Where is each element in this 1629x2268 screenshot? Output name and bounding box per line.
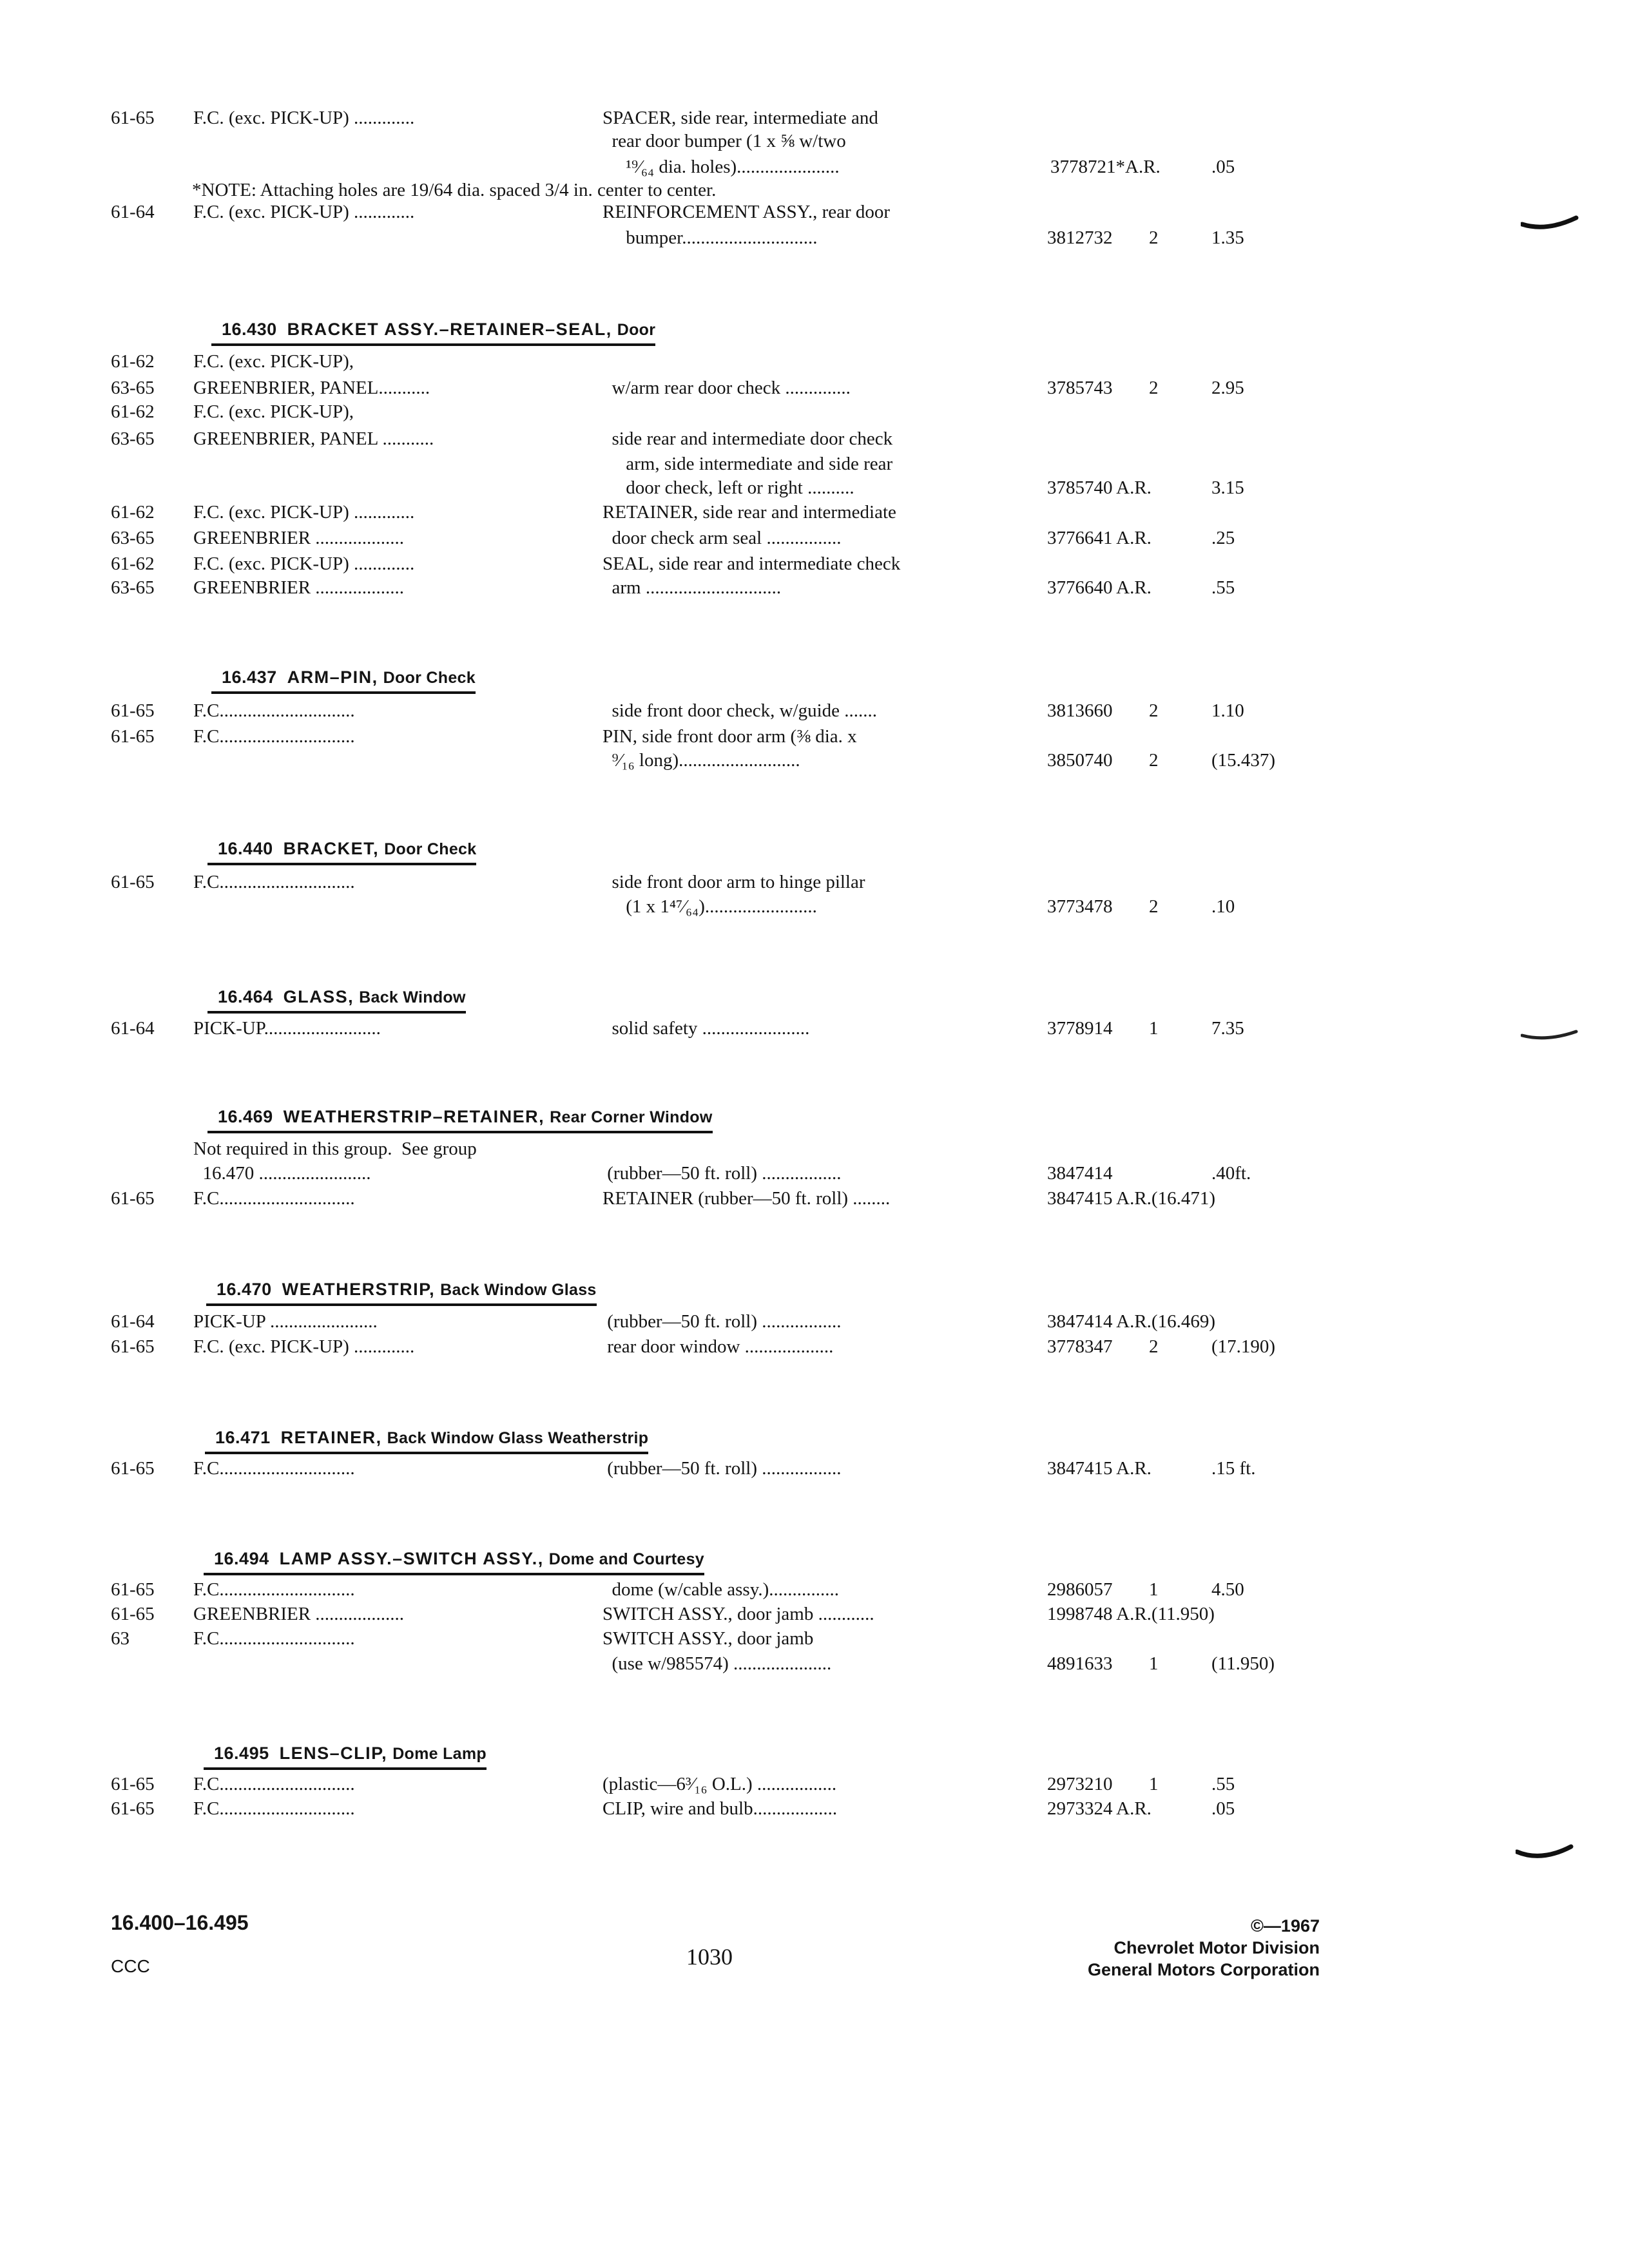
model-year: 63 [111, 1628, 130, 1649]
description: (rubber—50 ft. roll) ................. [602, 1458, 842, 1479]
quantity: 2 [1149, 227, 1159, 248]
section-title: BRACKET ASSY.–RETAINER–SEAL, [287, 320, 612, 339]
description: (use w/985574) ..................... [602, 1653, 832, 1674]
model: GREENBRIER, PANEL ........... [193, 428, 434, 449]
quantity: 1 [1149, 1653, 1159, 1674]
model: F.C. (exc. PICK-UP), [193, 401, 354, 422]
model: GREENBRIER ................... [193, 577, 405, 598]
section-number: 16.494 [214, 1549, 269, 1568]
section-number: 16.495 [214, 1744, 269, 1763]
section-number: 16.471 [215, 1428, 271, 1447]
description: SWITCH ASSY., door jamb ............ [602, 1604, 874, 1624]
part-number: 1998748 A.R.(11.950) [1047, 1604, 1215, 1624]
description: CLIP, wire and bulb.................. [602, 1798, 838, 1819]
model-year: 61-64 [111, 1018, 155, 1039]
model-year: 61-62 [111, 351, 155, 372]
model: F.C............................. [193, 1579, 355, 1600]
model-year: 61-64 [111, 202, 155, 222]
description: SPACER, side rear, intermediate and [602, 108, 878, 128]
model-year: 61-65 [111, 700, 155, 721]
part-number: 3847414 [1047, 1163, 1113, 1184]
description: dome (w/cable assy.)............... [602, 1579, 839, 1600]
price: .40ft. [1211, 1163, 1251, 1184]
description: door check, left or right .......... [602, 477, 854, 498]
section-heading [207, 1084, 713, 1133]
price: .15 ft. [1211, 1458, 1256, 1479]
model-year: 63-65 [111, 428, 155, 449]
description: PIN, side front door arm (⅜ dia. x [602, 726, 857, 747]
part-number: 3776641 A.R. [1047, 528, 1152, 548]
page-range: 16.400–16.495 [111, 1911, 249, 1934]
model-year: 61-65 [111, 1604, 155, 1624]
quantity: 2 [1149, 750, 1159, 771]
model: PICK-UP ....................... [193, 1311, 378, 1332]
section-heading [211, 644, 476, 694]
model-year: 61-65 [111, 1336, 155, 1357]
scan-mark [1521, 213, 1579, 238]
scan-mark [1516, 1843, 1574, 1869]
part-number: 3778347 [1047, 1336, 1113, 1357]
model-year: 61-62 [111, 502, 155, 523]
price: .55 [1211, 1774, 1235, 1794]
section-heading [206, 1256, 597, 1306]
description: (plastic—6³⁄₁₆ O.L.) ................. [602, 1774, 837, 1794]
copyright-block [1088, 1915, 1320, 1981]
description: bumper............................. [602, 227, 818, 248]
section-subtitle: Back Window [359, 988, 466, 1006]
section-heading [204, 1720, 487, 1770]
part-number: 3812732 [1047, 227, 1113, 248]
description: door check arm seal ................ [602, 528, 842, 548]
part-number: 3847414 A.R.(16.469) [1047, 1311, 1215, 1332]
part-number: 3847415 A.R.(16.471) [1047, 1188, 1215, 1209]
description: solid safety ....................... [602, 1018, 810, 1039]
description: side rear and intermediate door check [602, 428, 893, 449]
price: .05 [1211, 1798, 1235, 1819]
model: F.C. (exc. PICK-UP) ............. [193, 1336, 415, 1357]
description: w/arm rear door check .............. [602, 378, 851, 398]
section-number: 16.469 [218, 1107, 273, 1126]
quantity: 2 [1149, 896, 1159, 917]
model: F.C............................. [193, 1774, 355, 1794]
section-title: RETAINER, [280, 1428, 382, 1447]
model-year: 61-62 [111, 401, 155, 422]
description: ⁹⁄₁₆ long).......................... [602, 750, 800, 771]
description: REINFORCEMENT ASSY., rear door [602, 202, 891, 222]
model: F.C............................. [193, 872, 355, 892]
price: (11.950) [1211, 1653, 1275, 1674]
description: arm, side intermediate and side rear [602, 454, 893, 474]
model-year: 61-65 [111, 1774, 155, 1794]
section-subtitle: Door [617, 321, 656, 339]
description: ¹⁹⁄₆₄ dia. holes)...................... [602, 157, 840, 177]
description: (1 x 1⁴⁷⁄₆₄)........................ [602, 896, 817, 917]
section-subtitle: Dome Lamp [392, 1745, 487, 1763]
model: F.C............................. [193, 1798, 355, 1819]
section-number: 16.470 [217, 1280, 272, 1299]
scan-mark [1521, 1028, 1579, 1047]
quantity: 2 [1149, 700, 1159, 721]
part-number: 4891633 [1047, 1653, 1113, 1674]
description: SWITCH ASSY., door jamb [602, 1628, 814, 1649]
model-year: 61-65 [111, 726, 155, 747]
part-number: 3776640 A.R. [1047, 577, 1152, 598]
quantity: 2 [1149, 378, 1159, 398]
price: 1.35 [1211, 227, 1244, 248]
section-title: ARM–PIN, [287, 668, 378, 687]
price: (15.437) [1211, 750, 1276, 771]
model: *NOTE: Attaching holes are 19/64 dia. spaced 3/4 in. center to center. [192, 180, 717, 200]
model: F.C............................. [193, 726, 355, 747]
section-heading [211, 296, 655, 346]
section-subtitle: Door Check [383, 669, 476, 687]
section-subtitle: Back Window Glass Weatherstrip [387, 1429, 649, 1447]
model-year: 63-65 [111, 577, 155, 598]
part-number: 3813660 [1047, 700, 1113, 721]
price: (17.190) [1211, 1336, 1276, 1357]
model: F.C. (exc. PICK-UP) ............. [193, 502, 415, 523]
price: .10 [1211, 896, 1235, 917]
description: side front door check, w/guide ....... [602, 700, 878, 721]
page-code: CCC [111, 1956, 150, 1976]
model-year: 61-65 [111, 1798, 155, 1819]
model: F.C............................. [193, 1188, 355, 1209]
description: arm ............................. [602, 577, 782, 598]
model: F.C. (exc. PICK-UP) ............. [193, 202, 415, 222]
quantity: 1 [1149, 1774, 1159, 1794]
model-year: 61-64 [111, 1311, 155, 1332]
section-heading [205, 1405, 648, 1454]
description: RETAINER (rubber—50 ft. roll) ........ [602, 1188, 891, 1209]
model-year: 63-65 [111, 528, 155, 548]
description: rear door bumper (1 x ⅝ w/two [602, 131, 846, 151]
model: Not required in this group. See group [193, 1139, 477, 1159]
model-year: 63-65 [111, 378, 155, 398]
part-number: 3847415 A.R. [1047, 1458, 1152, 1479]
section-title: WEATHERSTRIP, [282, 1280, 436, 1299]
section-title: GLASS, [283, 987, 354, 1006]
corporation: General Motors Corporation [1087, 1960, 1320, 1979]
section-title: BRACKET, [283, 839, 380, 858]
part-number: 3773478 [1047, 896, 1113, 917]
part-number: 3850740 [1047, 750, 1113, 771]
quantity: 2 [1149, 1336, 1159, 1357]
model: GREENBRIER ................... [193, 1604, 405, 1624]
model-year: 61-65 [111, 1579, 155, 1600]
section-number: 16.464 [218, 987, 273, 1006]
model: GREENBRIER ................... [193, 528, 405, 548]
model-year: 61-65 [111, 872, 155, 892]
model: F.C. (exc. PICK-UP) ............. [193, 108, 415, 128]
part-number: 2973210 [1047, 1774, 1113, 1794]
price: 7.35 [1211, 1018, 1244, 1039]
model: F.C. (exc. PICK-UP) ............. [193, 553, 415, 574]
part-number: 3778914 [1047, 1018, 1113, 1039]
price: 4.50 [1211, 1579, 1244, 1600]
price: .05 [1211, 157, 1235, 177]
description: (rubber—50 ft. roll) ................. [602, 1311, 842, 1332]
model-year: 61-65 [111, 108, 155, 128]
section-heading [207, 816, 476, 865]
section-title: LENS–CLIP, [279, 1744, 388, 1763]
copyright: ©—1967 [1251, 1916, 1320, 1936]
part-number: 2973324 A.R. [1047, 1798, 1152, 1819]
model: F.C............................. [193, 700, 355, 721]
description: side front door arm to hinge pillar [602, 872, 865, 892]
model-year: 61-65 [111, 1188, 155, 1209]
division: Chevrolet Motor Division [1113, 1938, 1320, 1957]
section-title: WEATHERSTRIP–RETAINER, [283, 1107, 545, 1126]
price: 1.10 [1211, 700, 1244, 721]
quantity: 1 [1149, 1018, 1159, 1039]
page-number: 1030 [686, 1944, 733, 1970]
model: F.C............................. [193, 1628, 355, 1649]
description: rear door window ................... [602, 1336, 834, 1357]
section-subtitle: Back Window Glass [440, 1281, 597, 1299]
section-number: 16.430 [222, 320, 277, 339]
description: (rubber—50 ft. roll) ................. [602, 1163, 842, 1184]
price: 2.95 [1211, 378, 1244, 398]
model: F.C. (exc. PICK-UP), [193, 351, 354, 372]
description: SEAL, side rear and intermediate check [602, 553, 901, 574]
model-year: 61-62 [111, 553, 155, 574]
section-number: 16.440 [218, 839, 273, 858]
model: F.C............................. [193, 1458, 355, 1479]
model-year: 61-65 [111, 1458, 155, 1479]
price: .55 [1211, 577, 1235, 598]
section-heading [207, 964, 466, 1014]
model: 16.470 ........................ [193, 1163, 371, 1184]
section-subtitle: Door Check [384, 840, 477, 858]
description: RETAINER, side rear and intermediate [602, 502, 896, 523]
price: .25 [1211, 528, 1235, 548]
section-subtitle: Dome and Courtesy [548, 1550, 704, 1568]
quantity: 1 [1149, 1579, 1159, 1600]
model: PICK-UP......................... [193, 1018, 381, 1039]
part-number: 2986057 [1047, 1579, 1113, 1600]
section-subtitle: Rear Corner Window [550, 1108, 713, 1126]
part-number: 3778721*A.R. [1050, 157, 1161, 177]
part-number: 3785743 [1047, 378, 1113, 398]
model: GREENBRIER, PANEL........... [193, 378, 430, 398]
section-heading [204, 1526, 704, 1575]
section-number: 16.437 [222, 668, 277, 687]
part-number: 3785740 A.R. [1047, 477, 1152, 498]
price: 3.15 [1211, 477, 1244, 498]
section-title: LAMP ASSY.–SWITCH ASSY., [279, 1549, 544, 1568]
